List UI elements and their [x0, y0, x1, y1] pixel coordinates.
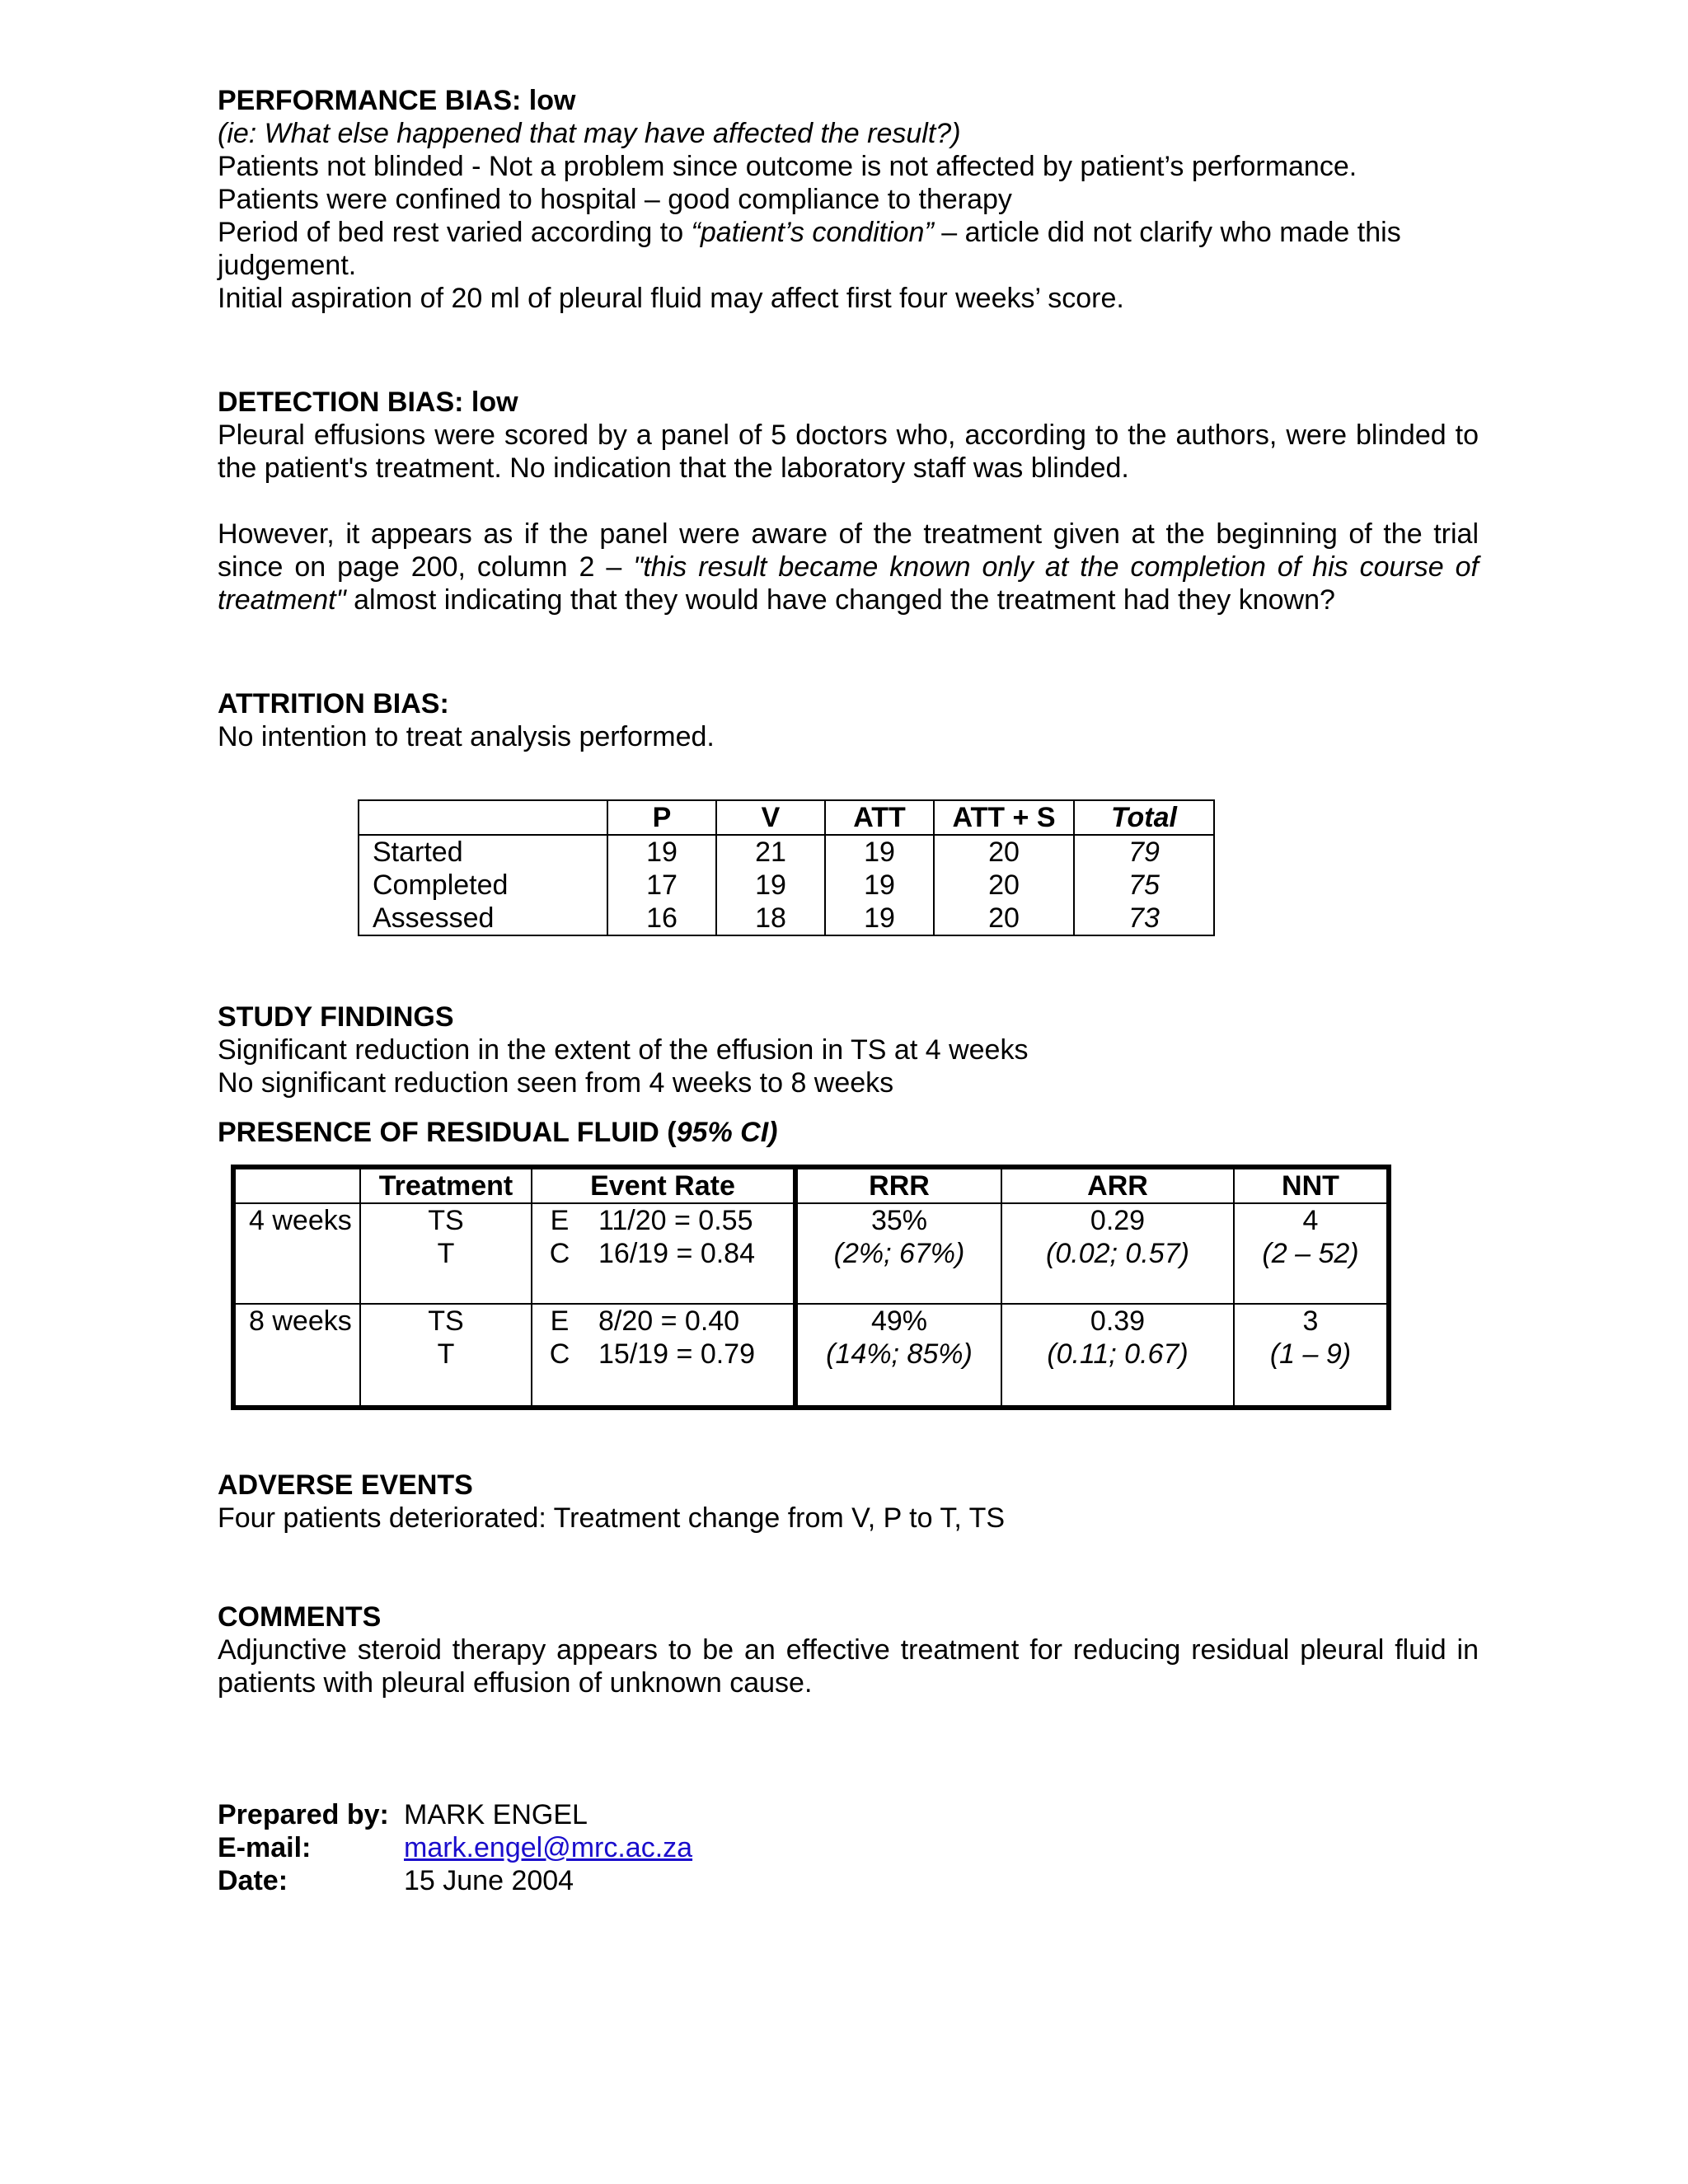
performance-subtitle: (ie: What else happened that may have affected the result?) — [218, 118, 961, 149]
comments-heading: COMMENTS — [218, 1601, 382, 1633]
performance-line-4: Initial aspiration of 20 ml of pleural fluid may affect first four weeks’ score. — [218, 283, 1124, 314]
detection-paragraph-2-c: almost indicating that they would have changed the treatment had they known? — [345, 584, 1335, 616]
treatment-1: TS — [428, 1205, 464, 1236]
residual-fluid-table — [231, 1165, 1391, 1410]
attrition-header-total: Total — [1074, 800, 1214, 835]
residual-header-row — [233, 1167, 1389, 1203]
arr-ci: (0.02; 0.57) — [1046, 1238, 1189, 1269]
nnt-cell — [1234, 1203, 1389, 1304]
arr-value: 0.39 — [1090, 1305, 1146, 1337]
findings-line-1: Significant reduction in the extent of the effusion in TS at 4 weeks — [218, 1034, 1029, 1066]
attrition-header-blank — [359, 800, 607, 835]
rrr-ci: (14%; 85%) — [826, 1338, 973, 1370]
detection-paragraph-2-quote: "this result became known only at the completion of his course of treatment" — [218, 551, 1479, 616]
table-row — [233, 1304, 1389, 1408]
event-code-1: E — [550, 1305, 570, 1337]
treatment-cell — [360, 1203, 532, 1304]
table-row — [359, 835, 1214, 869]
nnt-ci: (2 – 52) — [1262, 1238, 1359, 1269]
prepared-block — [218, 1798, 1479, 1897]
event-rate-2: 16/19 = 0.84 — [598, 1238, 756, 1269]
period-cell: 4 weeks — [233, 1203, 360, 1304]
event-code-1: E — [550, 1205, 570, 1236]
attrition-header-att: ATT — [825, 800, 934, 835]
performance-heading: PERFORMANCE BIAS: low — [218, 85, 576, 116]
table-row — [359, 902, 1214, 935]
event-rate-cell — [532, 1304, 795, 1408]
performance-line-3-c: – article did not clarify who made this judgement. — [218, 217, 1401, 281]
residual-header-period — [233, 1167, 360, 1203]
findings-heading: STUDY FINDINGS — [218, 1001, 454, 1033]
event-code-2: C — [549, 1338, 570, 1370]
treatment-cell — [360, 1304, 532, 1408]
cell-att: 19 — [825, 902, 934, 935]
attrition-heading: ATTRITION BIAS: — [218, 688, 449, 719]
document-page — [218, 84, 1479, 753]
date-value: 15 June 2004 — [404, 1865, 574, 1896]
cell-p: 17 — [607, 869, 716, 902]
cell-v: 18 — [716, 902, 825, 935]
arr-value: 0.29 — [1090, 1205, 1146, 1236]
attrition-section — [218, 687, 1479, 753]
residual-heading-a: PRESENCE OF RESIDUAL FLUID ( — [218, 1117, 677, 1148]
cell-att-s: 20 — [934, 835, 1074, 869]
attrition-header-v: V — [716, 800, 825, 835]
cell-v: 21 — [716, 835, 825, 869]
arr-ci: (0.11; 0.67) — [1047, 1338, 1189, 1370]
email-link[interactable]: mark.engel@mrc.ac.za — [404, 1832, 693, 1863]
attrition-header-att-s: ATT + S — [934, 800, 1074, 835]
table-row — [359, 869, 1214, 902]
rrr-value: 35% — [870, 1205, 928, 1236]
findings-line-2: No significant reduction seen from 4 weeks to 8 weeks — [218, 1067, 894, 1099]
attrition-text: No intention to treat analysis performed. — [218, 721, 715, 752]
nnt-cell — [1234, 1304, 1389, 1408]
lower-section — [218, 1469, 1479, 1897]
cell-total: 73 — [1074, 902, 1214, 935]
residual-heading — [218, 1116, 1479, 1149]
detection-paragraph-1: Pleural effusions were scored by a panel of 5 doctors who, according to the authors, were blinded to the patient's treatment. No indication that the laboratory staff was blinded. — [218, 419, 1479, 484]
row-label: Assessed — [359, 902, 607, 935]
rrr-cell — [795, 1304, 1001, 1408]
residual-header-arr: ARR — [1001, 1167, 1234, 1203]
treatment-2: T — [437, 1338, 455, 1370]
attrition-table-header-row — [359, 800, 1214, 835]
cell-att: 19 — [825, 835, 934, 869]
detection-paragraph-2-a: However, it appears as if the panel were aware of the treatment given at the beginning of the trial since on page 200, column 2 – — [218, 518, 1479, 583]
event-rate-1: 8/20 = 0.40 — [598, 1305, 740, 1337]
prepared-by-label: Prepared by: — [218, 1799, 389, 1830]
nnt-ci: (1 – 9) — [1269, 1338, 1352, 1370]
cell-total: 79 — [1074, 835, 1214, 869]
prepared-by-value: MARK ENGEL — [404, 1799, 588, 1830]
rrr-ci: (2%; 67%) — [833, 1238, 965, 1269]
findings-section — [218, 1001, 1479, 1149]
treatment-1: TS — [428, 1305, 464, 1337]
attrition-header-p: P — [607, 800, 716, 835]
cell-p: 19 — [607, 835, 716, 869]
event-rate-cell — [532, 1203, 795, 1304]
performance-line-3-quote: “patient’s condition” — [691, 217, 934, 248]
residual-header-event-rate: Event Rate — [532, 1167, 795, 1203]
attrition-table — [358, 799, 1215, 936]
event-code-2: C — [549, 1238, 570, 1269]
prepared-by-row — [218, 1798, 1479, 1831]
adverse-text: Four patients deteriorated: Treatment change from V, P to T, TS — [218, 1502, 1006, 1534]
email-row — [218, 1831, 1479, 1864]
arr-cell — [1001, 1304, 1234, 1408]
rrr-cell — [795, 1203, 1001, 1304]
event-rate-2: 15/19 = 0.79 — [598, 1338, 756, 1370]
nnt-value: 4 — [1302, 1205, 1319, 1236]
event-rate-1: 11/20 = 0.55 — [598, 1205, 753, 1236]
adverse-heading: ADVERSE EVENTS — [218, 1469, 473, 1501]
residual-header-nnt: NNT — [1234, 1167, 1389, 1203]
detection-heading: DETECTION BIAS: low — [218, 387, 518, 418]
nnt-value: 3 — [1302, 1305, 1319, 1337]
cell-total: 75 — [1074, 869, 1214, 902]
comments-text: Adjunctive steroid therapy appears to be an effective treatment for reducing residual pleural fluid in patients with pleural effusion of unknown cause. — [218, 1634, 1479, 1699]
performance-line-2: Patients were confined to hospital – good compliance to therapy — [218, 184, 1012, 215]
treatment-2: T — [437, 1238, 455, 1269]
detection-section — [218, 386, 1479, 616]
performance-line-3 — [218, 216, 1429, 282]
performance-line-3-a: Period of bed rest varied according to — [218, 217, 692, 248]
arr-cell — [1001, 1203, 1234, 1304]
date-label: Date: — [218, 1865, 288, 1896]
cell-att: 19 — [825, 869, 934, 902]
detection-paragraph-2 — [218, 518, 1479, 616]
cell-v: 19 — [716, 869, 825, 902]
performance-line-1: Patients not blinded - Not a problem since outcome is not affected by patient’s performance. — [218, 151, 1357, 182]
residual-header-rrr: RRR — [795, 1167, 1001, 1203]
row-label: Started — [359, 835, 607, 869]
period-cell: 8 weeks — [233, 1304, 360, 1408]
table-row — [233, 1203, 1389, 1304]
rrr-value: 49% — [870, 1305, 928, 1337]
email-label: E-mail: — [218, 1832, 312, 1863]
residual-header-treatment: Treatment — [360, 1167, 532, 1203]
residual-heading-ci: 95% CI) — [676, 1117, 778, 1148]
cell-att-s: 20 — [934, 869, 1074, 902]
cell-p: 16 — [607, 902, 716, 935]
row-label: Completed — [359, 869, 607, 902]
cell-att-s: 20 — [934, 902, 1074, 935]
performance-section — [218, 84, 1479, 315]
date-row — [218, 1864, 1479, 1897]
